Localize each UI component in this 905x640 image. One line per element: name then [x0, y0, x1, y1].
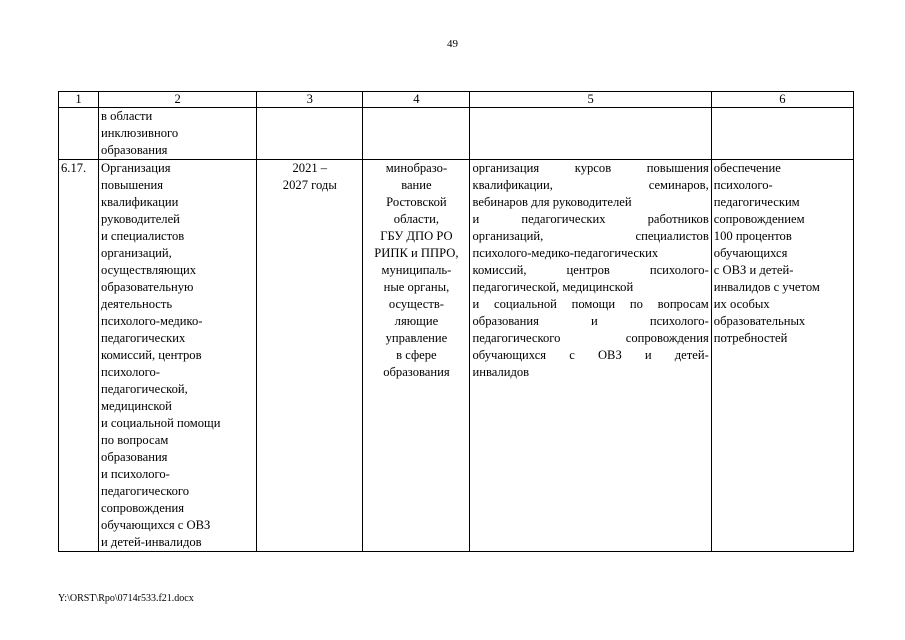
cell-number — [59, 160, 99, 552]
text-line: и педагогических работников — [472, 212, 709, 226]
text-line: в сфере — [396, 348, 437, 362]
column-header: 3 — [257, 92, 363, 108]
text-line: психолого- — [713, 178, 773, 192]
text-line: и социальной помощи — [101, 416, 221, 430]
text-line: педагогического — [101, 484, 190, 498]
text-line: образовательную — [101, 280, 194, 294]
text-line: педагогической, медицинской — [472, 280, 634, 294]
text-line: обеспечение — [713, 161, 781, 175]
text-line: осуществ- — [388, 297, 444, 311]
column-header: 1 — [59, 92, 99, 108]
text-line: медицинской — [101, 399, 172, 413]
text-line: повышения — [101, 178, 164, 192]
text-line: РИПК и ППРО, — [374, 246, 459, 260]
text-line: инвалидов с учетом — [713, 280, 820, 294]
cell-period — [257, 160, 363, 552]
continuation-row — [59, 108, 854, 160]
text-line: ные органы, — [383, 280, 450, 294]
page-number: 49 — [447, 38, 458, 50]
text-line: осуществляющих — [101, 263, 197, 277]
cell-measure — [99, 108, 257, 160]
text-line: организаций, специалистов — [472, 229, 709, 243]
text-line: квалификации — [101, 195, 179, 209]
row-number: 6.17. — [61, 161, 87, 175]
text-line: организаций, — [101, 246, 172, 260]
text-line: инвалидов — [472, 365, 530, 379]
cell-responsible — [363, 160, 470, 552]
text-line: управление — [385, 331, 448, 345]
text-line: их особых — [713, 297, 770, 311]
text-line: муниципаль- — [381, 263, 452, 277]
text-line: с ОВЗ и детей- — [713, 263, 794, 277]
text-line: по вопросам — [101, 433, 169, 447]
text-line: комиссий, центров — [101, 348, 202, 362]
cell-number — [59, 108, 99, 160]
text-line: и психолого- — [101, 467, 170, 481]
text-line: образовательных — [713, 314, 806, 328]
cell-responsible — [363, 108, 470, 160]
text-line: 100 процентов — [713, 229, 792, 243]
text-line: обучающихся с ОВЗ — [101, 518, 211, 532]
text-line: области, — [393, 212, 440, 226]
text-line: потребностей — [713, 331, 788, 345]
text-line: образования — [383, 365, 450, 379]
text-line: вание — [401, 178, 432, 192]
cell-measure — [99, 160, 257, 552]
text-line: педагогических — [101, 331, 186, 345]
text-line: Организация — [101, 161, 171, 175]
text-line: деятельность — [101, 297, 173, 311]
text-line: руководителей — [101, 212, 180, 226]
text-line: инклюзивного — [101, 126, 179, 140]
text-line: психолого-медико- — [101, 314, 203, 328]
column-number-row — [59, 92, 854, 108]
text-line: психолого- — [101, 365, 160, 379]
text-line: образования и психолого- — [472, 314, 709, 328]
column-header: 5 — [470, 92, 711, 108]
column-header: 4 — [363, 92, 470, 108]
text-line: комиссий, центров психолого- — [472, 263, 709, 277]
text-line: педагогической, — [101, 382, 188, 396]
cell-result — [711, 160, 853, 552]
file-path-footer: Y:\ORST\Rpo\0714r533.f21.docx — [58, 593, 194, 604]
text-line: квалификации, семинаров, — [472, 178, 709, 192]
cell-content — [470, 160, 711, 552]
text-line: и детей-инвалидов — [101, 535, 202, 549]
text-line: сопровождения — [101, 501, 185, 515]
text-line: 2027 годы — [282, 178, 337, 192]
text-line: психолого-медико-педагогических — [472, 246, 659, 260]
text-line: и специалистов — [101, 229, 185, 243]
text-line: обучающихся — [713, 246, 788, 260]
cell-result — [711, 108, 853, 160]
text-line: Ростовской — [386, 195, 447, 209]
text-line: вебинаров для руководителей — [472, 195, 632, 209]
text-line: ГБУ ДПО РО — [380, 229, 453, 243]
text-line: в области — [101, 109, 153, 123]
text-line: сопровождением — [713, 212, 805, 226]
column-header: 6 — [711, 92, 853, 108]
column-header: 2 — [99, 92, 257, 108]
text-line: образования — [101, 143, 168, 157]
table-row-6-17 — [59, 160, 854, 552]
text-line: и социальной помощи по вопросам — [472, 297, 709, 311]
text-line: образования — [101, 450, 168, 464]
cell-period — [257, 108, 363, 160]
measures-table — [58, 91, 854, 552]
text-line: ляющие — [394, 314, 439, 328]
text-line: обучающихся с ОВЗ и детей- — [472, 348, 709, 362]
text-line: организация курсов повышения — [472, 161, 709, 175]
text-line: педагогического сопровождения — [472, 331, 709, 345]
text-line: минобразо- — [385, 161, 448, 175]
text-line: 2021 – — [292, 161, 328, 175]
cell-content — [470, 108, 711, 160]
text-line: педагогическим — [713, 195, 800, 209]
